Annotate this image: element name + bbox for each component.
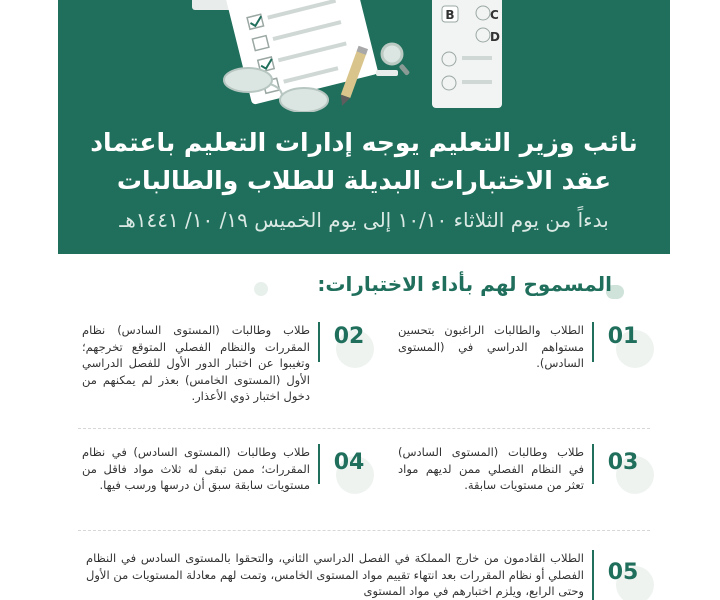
- item-number: 03: [607, 450, 639, 475]
- item-divider-line: [592, 550, 594, 600]
- headline-line-1: نائب وزير التعليم يوجه إدارات التعليم باعتماد: [90, 128, 638, 157]
- item-text: الطلاب والطالبات الراغبون بتحسين مستواهم الدراسي في (المستوى السادس).: [398, 323, 584, 370]
- item-number: 05: [607, 560, 639, 585]
- item-text: طلاب وطالبات (المستوى السادس) في نظام المقررات؛ ممن تبقى له ثلاث مواد فاقل من مستويات سابقة سبق أن درسها ورسب فيها.: [82, 445, 310, 492]
- date-range: بدءاً من يوم الثلاثاء ١٠/١٠ إلى يوم الخميس ١٩/ ١٠/ ١٤٤١هـ: [119, 208, 609, 232]
- answer-letter-d: D: [490, 30, 500, 44]
- item-number: 02: [333, 324, 365, 349]
- item-divider-line: [318, 444, 320, 484]
- answer-card: [432, 0, 502, 108]
- section-title-dot: [254, 282, 268, 296]
- row-divider: [78, 530, 650, 531]
- answer-letter-b: B: [445, 8, 455, 22]
- item-divider-line: [592, 322, 594, 362]
- headline-line-2: عقد الاختبارات البديلة للطلاب والطالبات: [116, 166, 612, 195]
- exam-illustration: [58, 0, 670, 112]
- item-text: الطلاب القادمون من خارج المملكة في الفصل الدراسي الثاني، والتحقوا بالمستوى السادس في النظام الفصلي أو نظام المقررات بعد انتهاء تقييم مواد المستوى الخامس، وتمت لهم معادلة المستويات من الأول وحتى الرابع، ويلزم اختبارهم في مواد المستوى: [86, 551, 584, 598]
- section-title: المسموح لهم بأداء الاختبارات:: [317, 272, 612, 296]
- item-divider-line: [318, 322, 320, 362]
- item-text: طلاب وطالبات (المستوى السادس) نظام المقررات والنظام الفصلي المتوقع تخرجهم؛ وتغيبوا عن اختبار الدور الأول للفصل الدراسي الأول (المستوى الخامس) بعذر لم يمكنهم من دخول اختبار ذوي الأعذار.: [82, 323, 310, 403]
- magnifier-icon: [376, 44, 410, 76]
- item-number: 04: [333, 450, 365, 475]
- infographic-page: [58, 0, 670, 600]
- item-divider-line: [592, 444, 594, 484]
- item-number: 01: [607, 324, 639, 349]
- row-divider: [78, 428, 650, 429]
- hero-banner: [58, 0, 670, 254]
- answer-letter-c: C: [490, 8, 499, 22]
- item-text: طلاب وطالبات (المستوى السادس) في النظام الفصلي ممن لديهم مواد تعثر من مستويات سابقة.: [398, 445, 584, 492]
